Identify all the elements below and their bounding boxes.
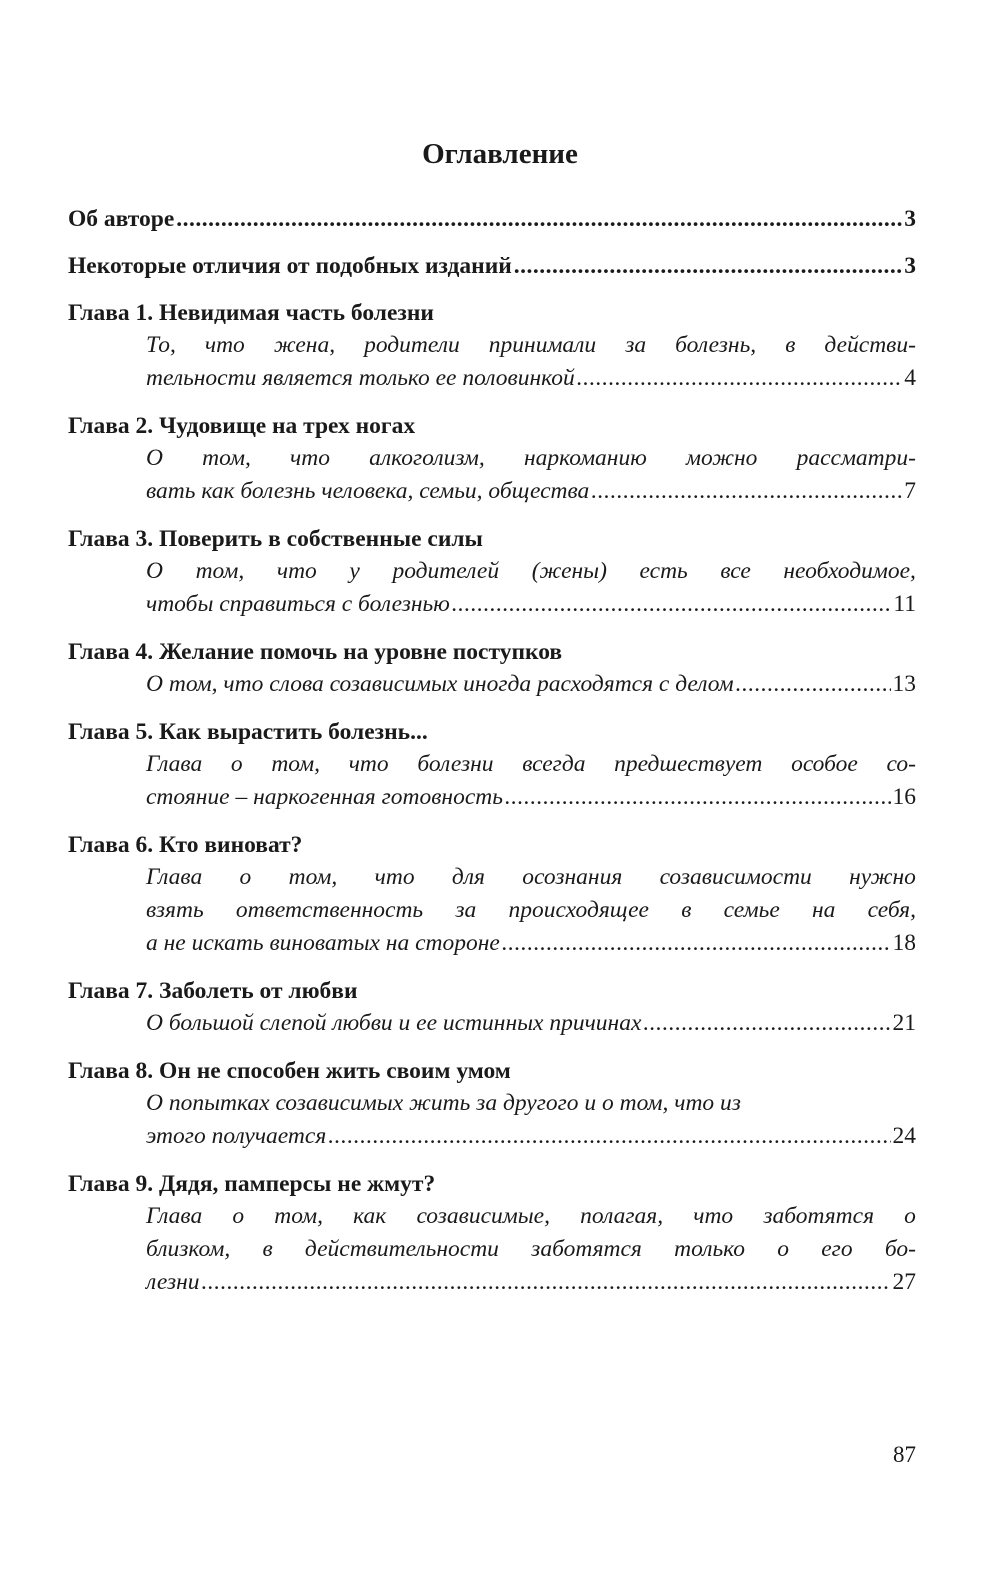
chapter-heading: Глава 4. Желание помочь на уровне поступков xyxy=(68,639,563,665)
page-ref: 4 xyxy=(904,365,916,391)
toc-entry-chapter-5 xyxy=(68,717,916,814)
toc-entry-chapter-3 xyxy=(68,524,916,621)
toc-entry-about-author xyxy=(68,204,916,235)
toc-line xyxy=(146,588,916,621)
chapter-heading: Глава 2. Чудовище на трех ногах xyxy=(68,413,416,439)
toc-line xyxy=(146,781,916,814)
entry-title: Некоторые отличия от подобных изданий xyxy=(68,253,512,279)
chapter-description xyxy=(68,555,916,621)
toc-entry-chapter-8 xyxy=(68,1056,916,1153)
dot-leader xyxy=(591,475,902,508)
table-of-contents xyxy=(68,204,916,1315)
desc-last-line: О том, что слова созависимых иногда расходятся с делом xyxy=(146,671,734,697)
dot-leader xyxy=(505,781,891,814)
chapter-heading: Глава 5. Как вырастить болезнь... xyxy=(68,719,428,745)
desc-last-line: чтобы справиться с болезнью xyxy=(146,591,450,617)
dot-leader xyxy=(514,251,902,282)
page-ref: 27 xyxy=(892,1269,916,1295)
toc-entry-chapter-4 xyxy=(68,637,916,701)
toc-entry-chapter-2 xyxy=(68,411,916,508)
dot-leader xyxy=(452,588,892,621)
chapter-description xyxy=(68,442,916,508)
chapter-description xyxy=(68,1007,916,1040)
toc-line xyxy=(146,475,916,508)
toc-line xyxy=(68,251,916,282)
chapter-heading: Глава 6. Кто виноват? xyxy=(68,832,303,858)
toc-line xyxy=(146,668,916,701)
toc-entry-differences xyxy=(68,251,916,282)
desc-last-line: стояние – наркогенная готовность xyxy=(146,784,503,810)
toc-entry-chapter-9 xyxy=(68,1169,916,1299)
desc-line: Глава о том, как созависимые, полагая, что заботятся о xyxy=(146,1203,916,1229)
chapter-heading: Глава 9. Дядя, памперсы не жмут? xyxy=(68,1171,436,1197)
page-ref: 18 xyxy=(892,930,916,956)
page-number: 87 xyxy=(893,1442,916,1467)
page-ref: 7 xyxy=(904,478,916,504)
desc-last-line: а не искать виноватых на стороне xyxy=(146,930,500,956)
dot-leader xyxy=(736,668,891,701)
toc-title: Оглавление xyxy=(422,138,578,170)
chapter-heading: Глава 8. Он не способен жить своим умом xyxy=(68,1058,511,1084)
toc-line xyxy=(146,1007,916,1040)
chapter-heading: Глава 7. Заболеть от любви xyxy=(68,978,358,1004)
desc-last-line: тельности является только ее половинкой xyxy=(146,365,575,391)
page-ref: 3 xyxy=(904,206,916,232)
desc-line: Глава о том, что для осознания созависимости нужно xyxy=(146,864,916,890)
chapter-description xyxy=(68,748,916,814)
chapter-description xyxy=(68,861,916,960)
chapter-description xyxy=(68,329,916,395)
dot-leader xyxy=(202,1266,891,1299)
desc-line: Глава о том, что болезни всегда предшествует особое со- xyxy=(146,751,916,777)
toc-line xyxy=(146,1266,916,1299)
page-ref: 21 xyxy=(892,1010,916,1036)
desc-line: То, что жена, родители принимали за болезнь, в действи- xyxy=(146,332,916,358)
desc-last-line: вать как болезнь человека, семьи, общества xyxy=(146,478,590,504)
desc-last-line: этого получается xyxy=(146,1123,327,1149)
dot-leader xyxy=(328,1120,890,1153)
dot-leader xyxy=(176,204,902,235)
page-ref: 11 xyxy=(893,591,916,617)
dot-leader xyxy=(643,1007,890,1040)
toc-entry-chapter-7 xyxy=(68,976,916,1040)
chapter-description xyxy=(68,1087,916,1153)
chapter-description xyxy=(68,1200,916,1299)
desc-line: О попытках созависимых жить за другого и о том, что из xyxy=(146,1090,741,1116)
chapter-heading: Глава 1. Невидимая часть болезни xyxy=(68,300,434,326)
toc-line xyxy=(146,362,916,395)
page-ref: 3 xyxy=(904,253,916,279)
chapter-heading: Глава 3. Поверить в собственные силы xyxy=(68,526,483,552)
page-ref: 16 xyxy=(892,784,916,810)
desc-last-line: лезни xyxy=(146,1269,200,1295)
toc-entry-chapter-1 xyxy=(68,298,916,395)
desc-line: О том, что у родителей (жены) есть все необходимое, xyxy=(146,558,916,584)
chapter-description xyxy=(68,668,916,701)
page-ref: 24 xyxy=(892,1123,916,1149)
desc-line: близком, в действительности заботятся только о его бо- xyxy=(146,1236,916,1262)
dot-leader xyxy=(577,362,903,395)
desc-line: взять ответственность за происходящее в семье на себя, xyxy=(146,897,916,923)
toc-line xyxy=(146,927,916,960)
dot-leader xyxy=(502,927,891,960)
desc-line: О том, что алкоголизм, наркоманию можно рассматри- xyxy=(146,445,916,471)
toc-line xyxy=(68,204,916,235)
desc-last-line: О большой слепой любви и ее истинных причинах xyxy=(146,1010,642,1036)
entry-title: Об авторе xyxy=(68,206,175,232)
toc-entry-chapter-6 xyxy=(68,830,916,960)
page-ref: 13 xyxy=(892,671,916,697)
toc-line xyxy=(146,1120,916,1153)
